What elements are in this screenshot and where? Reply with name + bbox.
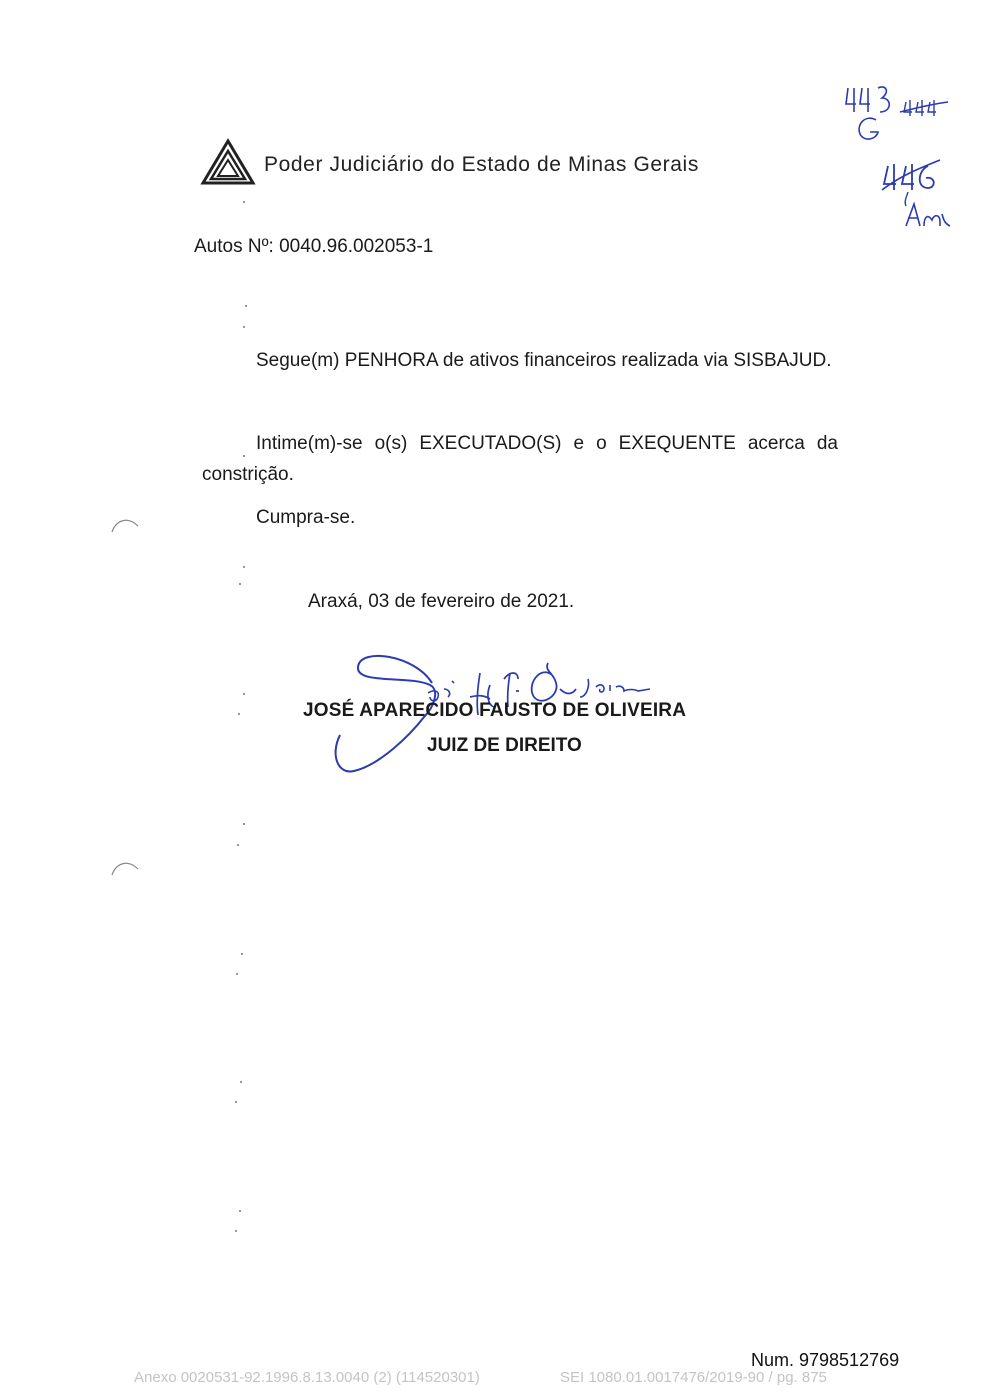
scan-speck — [235, 1230, 237, 1232]
footer-sei-reference: SEI 1080.01.0017476/2019-90 / pg. 875 — [560, 1369, 827, 1386]
scan-speck — [240, 1081, 242, 1083]
scan-speck — [237, 844, 239, 846]
date-line: Araxá, 03 de fevereiro de 2021. — [308, 591, 575, 612]
case-number: Autos Nº: 0040.96.002053-1 — [194, 236, 434, 257]
scan-speck — [243, 455, 245, 457]
scan-speck — [241, 953, 243, 955]
document-number: Num. 9798512769 — [751, 1350, 900, 1370]
handwritten-page-annotations — [836, 80, 956, 245]
punch-hole-mark — [110, 855, 140, 882]
signatory-name: JOSÉ APARECIDO FAUSTO DE OLIVEIRA — [303, 700, 687, 721]
signatory-title: JUIZ DE DIREITO — [427, 735, 582, 756]
paragraph-penhora — [202, 345, 838, 376]
paragraph-penhora-text: Segue(m) PENHORA de ativos financeiros realizada via SISBAJUD. — [256, 350, 832, 371]
scan-speck — [243, 693, 245, 695]
scan-speck — [243, 326, 245, 328]
scan-speck — [239, 1210, 241, 1212]
scan-speck — [243, 823, 245, 825]
scan-speck — [243, 566, 245, 568]
institution-title: Poder Judiciário do Estado de Minas Gerais — [264, 152, 699, 176]
scan-speck — [238, 713, 240, 715]
closing-text: Cumpra-se. — [256, 507, 356, 528]
scan-speck — [239, 583, 241, 585]
paragraph-intimacao-text: Intime(m)-se o(s) EXECUTADO(S) e o EXEQUENTE acerca da constrição. — [202, 433, 838, 485]
scan-speck — [243, 201, 245, 203]
scan-speck — [236, 973, 238, 975]
triangle-logo-icon — [200, 138, 256, 191]
document-header — [200, 138, 699, 191]
punch-hole-mark — [110, 512, 140, 539]
footer-annex-reference: Anexo 0020531-92.1996.8.13.0040 (2) (114520301) — [134, 1369, 480, 1386]
paragraph-intimacao — [202, 428, 838, 490]
scan-speck — [245, 305, 247, 307]
scan-speck — [235, 1101, 237, 1103]
